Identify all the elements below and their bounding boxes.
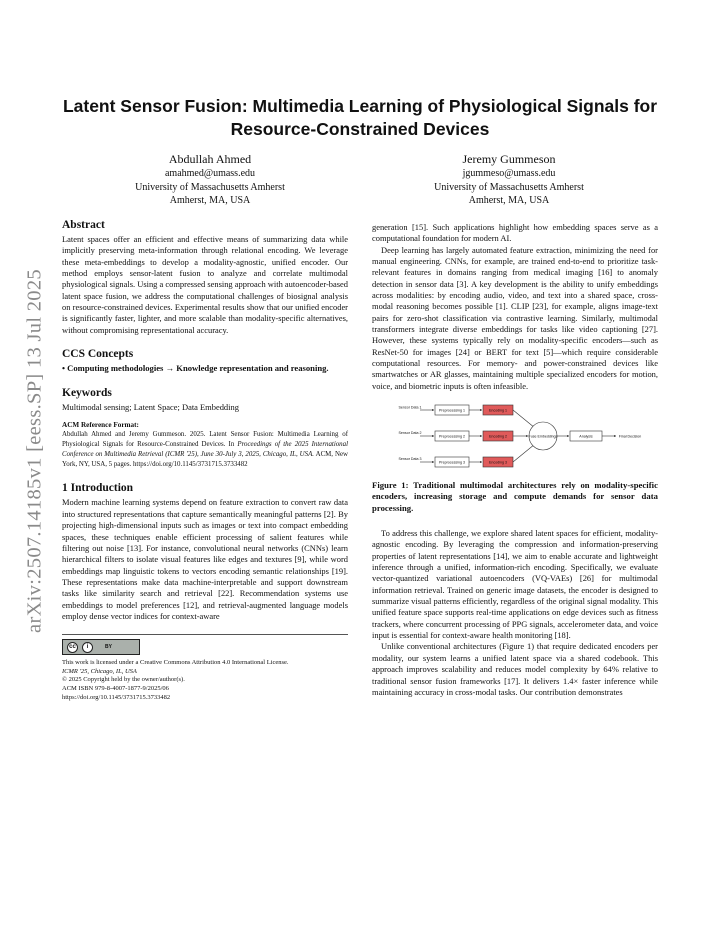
arxiv-identifier: arXiv:2507.14185v1 [eess.SP] 13 Jul 2025 [23,269,46,633]
ccs-heading: CCS Concepts [62,348,134,361]
acm-reference-heading: ACM Reference Format: [62,420,139,429]
conference-line: ICMR '25, Chicago, IL, USA [62,667,137,675]
right-column [372,222,658,698]
encoder-label-3: Encoding 3 [489,460,507,465]
final-decision-label: Final Decision [618,434,642,439]
doi-line: https://doi.org/10.1145/3731715.3733482 [62,693,171,701]
cc-by-label: BY [105,644,112,651]
fuse-label: Fuse Embeddings [528,434,558,439]
author-affiliation: University of Massachusetts Amherst [135,181,285,193]
license-block [62,634,348,702]
license-divider [62,634,348,635]
left-column [62,219,348,702]
author-email: amahmed@umass.edu [164,168,256,179]
author-block-1 [85,151,335,208]
introduction-text: Modern machine learning systems depend on feature extraction to convert raw data into structured representations that capture semantically meaningful patterns [2]. By projecting high-dimensional inputs such as images or text into compact embedding spaces, these techniques enable efficient processing of salient features while filtering out noise [13]. For instance, convolutional neural networks (CNNs) learn hierarchical filters to isolate visual features like edges and textures [9], while word embeddings map linguistic tokens to vectors encoding semantic relationships [19]. These representations make data machine-interpretable and support downstream tasks like similarity search and retrieval [22]. Recommendation systems use embeddings to model preferences [12], and retrieval-augmented language models employ dense vector indices for context-aware [62,497,348,621]
arxiv-sidebar [22,256,48,646]
encoder-label-2: Encoding 2 [489,434,507,439]
preprocessing-label-1: Preprocessing 1 [439,408,465,413]
encoder-label-1: Encoding 1 [489,408,507,413]
paragraph: To address this challenge, we explore shared latent spaces for efficient, modality-agnostic encoding. By leveraging the compression and information-preserving properties of latent representations [14], we aim to enable accurate and lightweight inference through a unified, information-rich encoding. Specifically, we evaluate vector-quantized variational autoencoders (VQ-VAEs) [26] for multimodal information retrieval. Trained on generic image datasets, the encoder is designed to summarize visual patterns efficiently, regardless of the original signal modality. This unified feature space supports real-time applications on edge devices such as fitness trackers, where concurrent processing of PPG signals, accelerometer data, and voice input is essential for context-aware health monitoring [18]. [372,528,658,641]
license-text: This work is licensed under a Creative Commons Attribution 4.0 International License. [62,659,289,667]
paper-title: Latent Sensor Fusion: Multimedia Learning of Physiological Signals for Resource-Constrained Devices [62,96,658,139]
isbn-line: ACM ISBN 979-8-4007-1877-9/2025/06 [62,685,169,693]
sensor-label-1: Sensor Data 1 [398,405,422,410]
introduction-heading: 1 Introduction [62,482,134,495]
paragraph: generation [15]. Such applications highlight how embedding spaces serve as a computational foundation for modern AI. [372,222,658,244]
author-email: jgummeso@umass.edu [462,168,556,179]
author-name: Jeremy Gummeson [462,152,556,166]
author-block-2 [384,151,634,208]
architecture-diagram [372,402,658,472]
keywords-text: Multimodal sensing; Latent Space; Data Embedding [62,401,239,412]
acm-reference-text: Abdullah Ahmed and Jeremy Gummeson. 2025. Latent Sensor Fusion: Multimedia Learning of Physiological Signals for Resource-Constrained Devices. In Proceedings of the 2025 International Conference on Multimedia Retrieval (ICMR '25), June 30-July 3, 2025, Chicago, IL, USA. ACM, New York, NY, USA, 5 pages. https://doi.org/10.1145/3731715.3733482 [62,430,348,468]
person-icon: i [82,642,93,653]
analysis-label: Analysis [579,434,593,439]
figure-caption: Figure 1: Traditional multimodal architectures rely on modality-specific encoders, increasing storage and compute demands for sensor data processing. [372,480,658,513]
acm-reference [62,421,348,470]
figure-1 [372,402,658,472]
preprocessing-label-3: Preprocessing 3 [439,460,465,465]
keywords-heading: Keywords [62,386,112,399]
cc-icon: cc [67,642,78,653]
author-name: Abdullah Ahmed [168,152,252,166]
paragraph: Unlike conventional architectures (Figure 1) that require dedicated encoders per modality, our system learns a unified latent space via a shared codebook. This approach improves scalability and reduces model complexity by 64% relative to traditional sensor fusion frameworks [17]. It delivers 1.4× faster inference while maintaining accuracy in cross-modal tasks. Our contribution demonstrates [372,641,658,697]
copyright-line: © 2025 Copyright held by the owner/author(s). [62,676,185,684]
author-location: Amherst, MA, USA [468,195,550,207]
ccs-text: • Computing methodologies → Knowledge representation and reasoning. [62,363,329,374]
sensor-label-2: Sensor Data 2 [398,431,422,436]
author-affiliation: University of Massachusetts Amherst [434,181,584,193]
abstract-text: Latent spaces offer an efficient and effective means of summarizing data while implicitly preserving meta-information through relational encoding. We leverage these meta-embeddings to develop a modality-agnostic, unified encoder. Our method employs sensor-latent fusion to analyze and correlate multimodal physiological signals. Using a compressed sensing approach with autoencoder-based latent space fusion, we address the computational challenges of biosignal analysis on resource-constrained devices. Experimental results show that our unified encoder is significantly faster, lighter, and more scalable than modality-specific alternatives, without compromising representational accuracy. [62,234,348,335]
abstract-heading: Abstract [62,219,105,231]
paragraph: Deep learning has largely automated feature extraction, minimizing the need for manual engineering. CNNs, for example, are trained end-to-end to prioritize task-relevant features in domains ranging from medical imaging [16] to anomaly detection in sensor data [3]. A key development is the ability to unify embeddings across modalities: by encoding audio, video, and text into a shared space, cross-modal reasoning becomes possible [1]. CLIP [23], for example, aligns image-text pairs for zero-shot classification via contrastive learning. Similarly, multimodal transformers integrate diverse embeddings for tasks like video captioning [27]. However, these systems typically rely on modality-specific encoders—such as ResNet-50 for images [24] or BERT for text [5]—which require considerable computational resources. For memory- and power-constrained devices like smartwatches or AR glasses, maintaining multiple specialized encoders for motion, voice, and biometric inputs is often infeasible. [372,244,658,391]
sensor-label-3: Sensor Data 3 [398,457,422,462]
author-location: Amherst, MA, USA [169,195,251,207]
creative-commons-badge [62,639,140,655]
preprocessing-label-2: Preprocessing 2 [439,434,465,439]
